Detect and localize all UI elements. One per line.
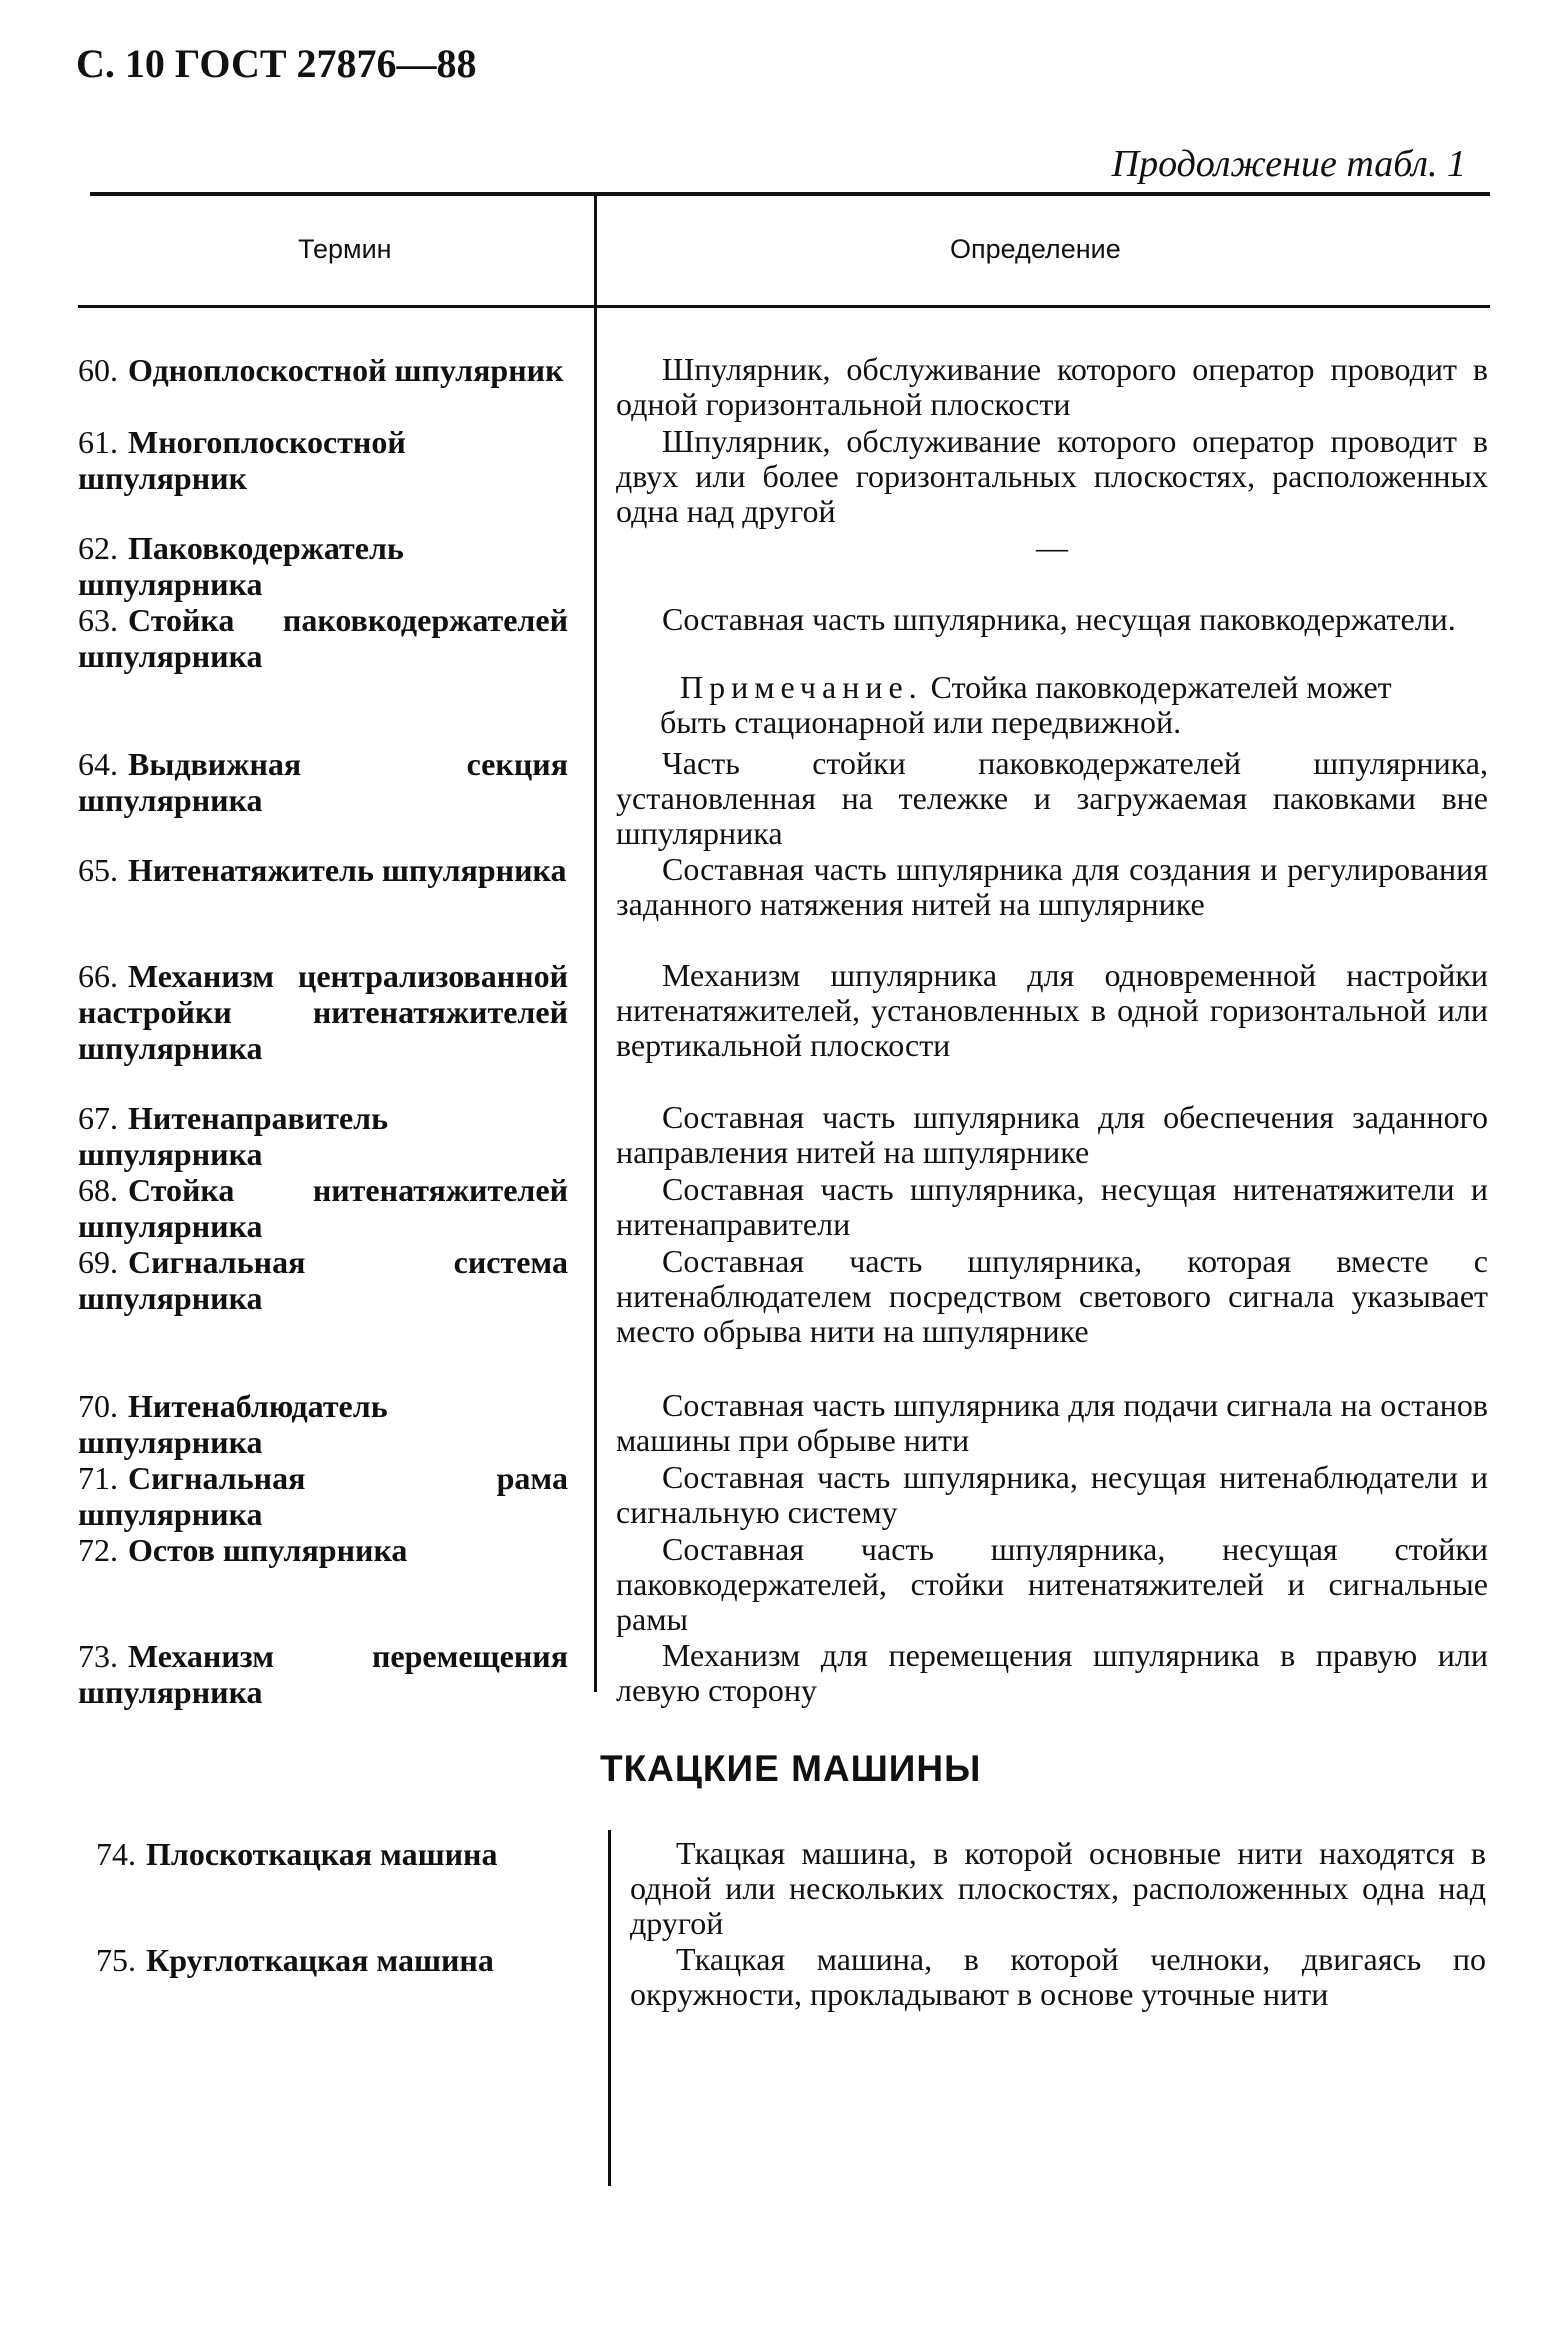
section-title: ТКАЦКИЕ МАШИНЫ bbox=[600, 1748, 982, 1789]
term-69: 69. Сигнальная система шпулярника bbox=[78, 1244, 568, 1316]
note-63: Примечание. Стойка паковкодержателей может быть стационарной или передвижной. bbox=[660, 669, 1392, 740]
definition-69: Составная часть шпулярника, которая вместе с нитенаблюдателем посредством светового сигнала указывает место обрыва нити на шпулярнике bbox=[616, 1243, 1488, 1349]
definition-65: Составная часть шпулярника для создания и регулирования заданного натяжения нитей на шпулярнике bbox=[616, 851, 1488, 922]
term-70: 70. Нитенаблюдатель шпулярника bbox=[78, 1388, 388, 1460]
definition-71: Составная часть шпулярника, несущая нитенаблюдатели и сигнальную систему bbox=[616, 1459, 1488, 1530]
term-75: 75. Круглоткацкая машина bbox=[96, 1942, 494, 1978]
definition-68: Составная часть шпулярника, несущая нитенатяжители и нитенаправители bbox=[616, 1171, 1488, 1242]
column-divider-lower bbox=[608, 1830, 611, 2186]
column-header-term: Термин bbox=[298, 234, 392, 264]
term-74: 74. Плоскоткацкая машина bbox=[96, 1836, 498, 1872]
term-60: 60. Одноплоскостной шпулярник bbox=[78, 352, 564, 388]
definition-60: Шпулярник, обслуживание которого оператор проводит в одной горизонтальной плоскости bbox=[616, 351, 1488, 422]
definition-64: Часть стойки паковкодержателей шпулярника, установленная на тележке и загружаемая паковками вне шпулярника bbox=[616, 745, 1488, 851]
term-73: 73. Механизм перемещения шпулярника bbox=[78, 1638, 568, 1710]
definition-62: — bbox=[1036, 529, 1068, 565]
definition-73: Механизм для перемещения шпулярника в правую или левую сторону bbox=[616, 1637, 1488, 1708]
definition-66: Механизм шпулярника для одновременной настройки нитенатяжителей, установленных в одной горизонтальной или вертикальной плоскости bbox=[616, 957, 1488, 1063]
column-divider bbox=[594, 196, 597, 1692]
term-71: 71. Сигнальная рама шпулярника bbox=[78, 1460, 568, 1532]
table-continuation-label: Продолжение табл. 1 bbox=[1111, 143, 1466, 185]
table-top-rule bbox=[90, 192, 1490, 196]
definition-70: Составная часть шпулярника для подачи сигнала на останов машины при обрыве нити bbox=[616, 1387, 1488, 1458]
definition-72: Составная часть шпулярника, несущая стойки паковкодержателей, стойки нитенатяжителей и сигнальные рамы bbox=[616, 1531, 1488, 1637]
definition-74: Ткацкая машина, в которой основные нити находятся в одной или нескольких плоскостях, расположенных одна над другой bbox=[630, 1835, 1486, 1941]
term-64: 64. Выдвижная секция шпулярника bbox=[78, 746, 568, 818]
term-62: 62. Паковкодержатель шпулярника bbox=[78, 530, 404, 602]
document-id: С. 10 ГОСТ 27876—88 bbox=[76, 41, 477, 86]
term-67: 67. Нитенаправитель шпулярника bbox=[78, 1100, 389, 1172]
term-65: 65. Нитенатяжитель шпулярника bbox=[78, 852, 567, 888]
definition-67: Составная часть шпулярника для обеспечения заданного направления нитей на шпулярнике bbox=[616, 1099, 1488, 1170]
definition-75: Ткацкая машина, в которой челноки, двигаясь по окружности, прокладывают в основе уточные нити bbox=[630, 1941, 1486, 2012]
definition-61: Шпулярник, обслуживание которого оператор проводит в двух или более горизонтальных плоскостях, расположенных одна над другой bbox=[616, 423, 1488, 529]
definition-63: Составная часть шпулярника, несущая паковкодержатели. bbox=[662, 601, 1456, 637]
term-72: 72. Остов шпулярника bbox=[78, 1532, 408, 1568]
term-68: 68. Стойка нитенатяжителей шпулярника bbox=[78, 1172, 568, 1244]
term-61: 61. Многоплоскостной шпулярник bbox=[78, 424, 406, 496]
term-63: 63. Стойка паковкодержателей шпулярника bbox=[78, 602, 568, 674]
table-header-bottom-rule bbox=[78, 305, 1490, 308]
term-66: 66. Механизм централизованной настройки нитенатяжителей шпулярника bbox=[78, 958, 568, 1066]
column-header-definition: Определение bbox=[950, 234, 1121, 264]
